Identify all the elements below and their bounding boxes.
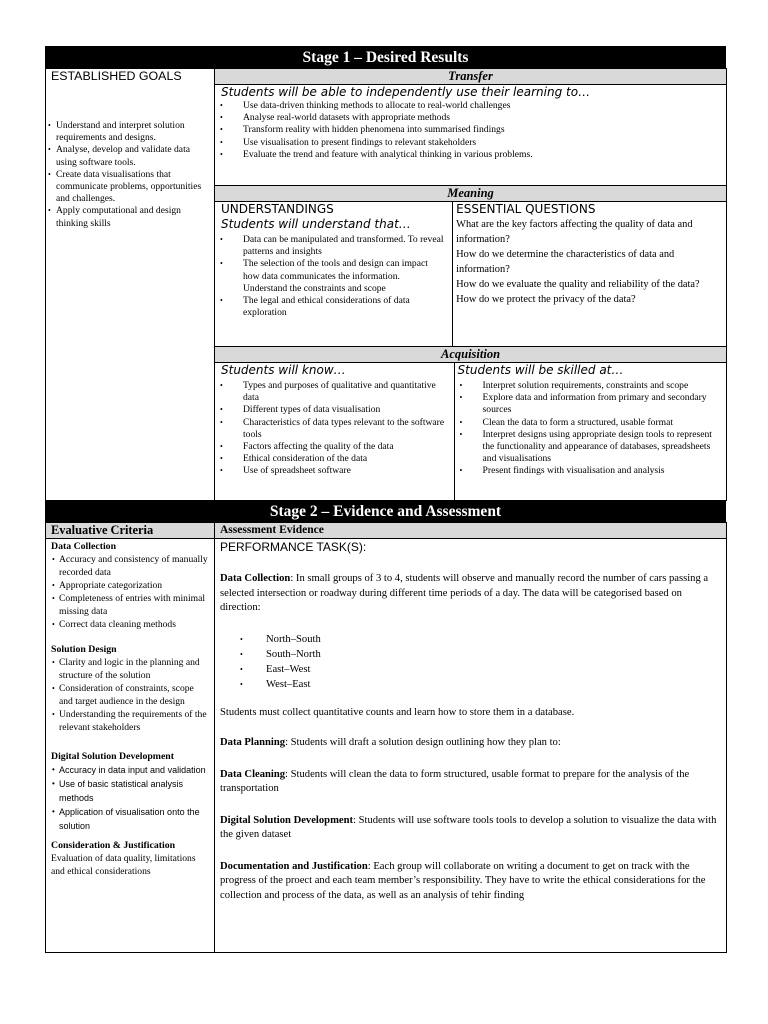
criteria-item: • Use of basic statistical analysis methods [51,777,210,805]
direction-item: • West–East [220,677,718,692]
skilled-intro: Students will be skilled at… [457,363,624,377]
understanding-item: • The selection of the tools and design can impact how data communicates the information. Understand the constraints and scope [215,258,444,295]
stage1-table [45,68,727,501]
criteria-item: • Correct data cleaning methods [51,618,210,631]
know-item: • Use of spreadsheet software [215,465,448,477]
collection-text: : In small groups of 3 to 4, students will observe and manually record the number of cars passing a selected intersection or roadway during different time periods of a day. The data will be categorised based on direction: [220,573,709,613]
know-item: • Factors affecting the quality of the data [215,441,448,453]
know-item: • Ethical consideration of the data [215,453,448,465]
transfer-item: • Evaluate the trend and feature with analytical thinking in various problems. [215,149,726,161]
criteria-item: • Accuracy in data input and validation [51,763,210,777]
essential-questions-header: ESSENTIAL QUESTIONS [456,202,596,216]
transfer-item: • Use visualisation to present findings to relevant stakeholders [215,137,726,149]
understandings-intro: Students will understand that… [221,217,411,231]
solution-design-title: Solution Design [51,644,117,655]
criteria-item: • Appropriate categorization [51,579,210,592]
planning-text: : Students will draft a solution design outlining how they plan to: [285,737,561,748]
essential-questions-col [453,202,726,346]
understanding-item: • Data can be manipulated and transformed. To reveal patterns and insights [215,234,444,258]
essential-questions-list [456,217,726,307]
know-item: • Types and purposes of qualitative and quantitative data [215,380,448,404]
know-item: • Characteristics of data types relevant to the software tools [215,417,448,441]
goals-header: ESTABLISHED GOALS [51,69,182,83]
dsd-title: Digital Solution Development [51,751,175,762]
know-col [215,363,455,500]
essential-question: How do we evaluate the quality and reliability of the data? [456,279,700,290]
cj-text: Evaluation of data quality, limitations and ethical considerations [51,853,196,877]
goal-item: • Apply computational and design thinking skills [46,205,208,229]
transfer-item: • Analyse real-world datasets with appropriate methods [215,112,726,124]
data-collection-title: Data Collection [51,541,117,552]
understandings-col [215,202,453,346]
essential-question: How do we determine the characteristics of data and information? [456,249,675,275]
transfer-item: • Use data-driven thinking methods to allocate to real-world challenges [215,100,726,112]
documentation-label: Documentation and Justification [220,860,368,872]
acquisition-cell [215,347,727,501]
essential-question: How do we protect the privacy of the data? [456,294,636,305]
goals-list [46,120,214,230]
acquisition-header: Acquisition [215,347,726,363]
planning-document [45,46,726,953]
transfer-cell [215,69,727,186]
data-cleaning-task [220,768,718,797]
evidence-cell [215,539,727,953]
criteria-item: • Accuracy and consistency of manually recorded data [51,553,210,579]
development-label: Digital Solution Development [220,814,354,826]
documentation-text: : Each group will collaborate on writing a document to get on track with the progress of the proect and each team member’s responsibility. They have to write the ethical considerations for the collection and process of the data, as well as an analysis of tehir finding [220,860,706,901]
goal-item: • Understand and interpret solution requirements and designs. [46,120,208,144]
understandings-list [215,234,452,319]
cleaning-text: : Students will clean the data to form structured, usable format to prepare for the analysis of the transportation [220,768,690,794]
skill-item: • Interpret solution requirements, constraints and scope [455,380,718,392]
skill-item: • Interpret designs using appropriate design tools to represent the functionality and appearance of databases, spreadsheets and visualisations [455,429,718,466]
collection-label: Data Collection [220,573,291,584]
skill-item: • Present findings with visualisation and analysis [455,465,718,477]
performance-header: PERFORMANCE TASK(S): [220,540,367,554]
stage2-title: Stage 2 – Evidence and Assessment [45,501,726,522]
know-item: • Different types of data visualisation [215,404,448,416]
collect-note: Students must collect quantitative counts and learn how to store them in a database. [220,706,575,718]
understanding-item: • The legal and ethical considerations of data exploration [215,295,444,319]
planning-label: Data Planning [220,737,286,748]
solution-design-list [51,656,210,734]
criteria-item: • Consideration of constraints, scope and target audience in the design [51,682,210,708]
stage1-title: Stage 1 – Desired Results [45,46,726,68]
skill-item: • Explore data and information from primary and secondary sources [455,392,718,416]
essential-question: What are the key factors affecting the quality of data and information? [456,219,693,245]
cleaning-label: Data Cleaning [220,768,286,780]
development-text: : Students will use software tools tools to develop a solution to visualize the data with the given dataset [220,814,717,840]
direction-item: • South–North [220,647,718,662]
data-collection-task [220,572,718,616]
goal-item: • Create data visualisations that communicate problems, opportunities and challenges. [46,169,208,206]
criteria-item: • Understanding the requirements of the relevant stakeholders [51,708,210,734]
transfer-item: • Transform reality with hidden phenomena into summarised findings [215,124,726,136]
transfer-header: Transfer [215,69,726,85]
stage2-table [45,522,727,953]
direction-item: • East–West [220,662,718,677]
documentation-task [220,860,718,904]
transfer-intro: Students will be able to independently use their learning to… [221,85,591,99]
understandings-header: UNDERSTANDINGS [221,202,334,216]
meaning-cell [215,186,727,347]
cj-title: Consideration & Justification [51,840,176,851]
dsd-list [51,763,210,833]
criteria-header: Evaluative Criteria [46,523,215,539]
know-intro: Students will know… [221,363,346,377]
know-list [215,380,454,478]
direction-list [220,632,718,692]
meaning-header: Meaning [215,186,726,202]
development-task [220,814,718,843]
criteria-cell [46,539,215,953]
skilled-col [455,363,726,500]
skill-item: • Clean the data to form a structured, usable format [455,417,718,429]
direction-item: • North–South [220,632,718,647]
criteria-item: • Application of visualisation onto the solution [51,805,210,833]
goals-cell [46,69,215,501]
data-planning-task [220,736,718,751]
criteria-item: • Completeness of entries with minimal missing data [51,592,210,618]
data-collection-list [51,553,210,631]
skilled-list [455,380,726,478]
criteria-item: • Clarity and logic in the planning and structure of the solution [51,656,210,682]
transfer-list [215,100,726,161]
goal-item: • Analyse, develop and validate data using software tools. [46,144,208,168]
evidence-header: Assessment Evidence [215,523,727,539]
